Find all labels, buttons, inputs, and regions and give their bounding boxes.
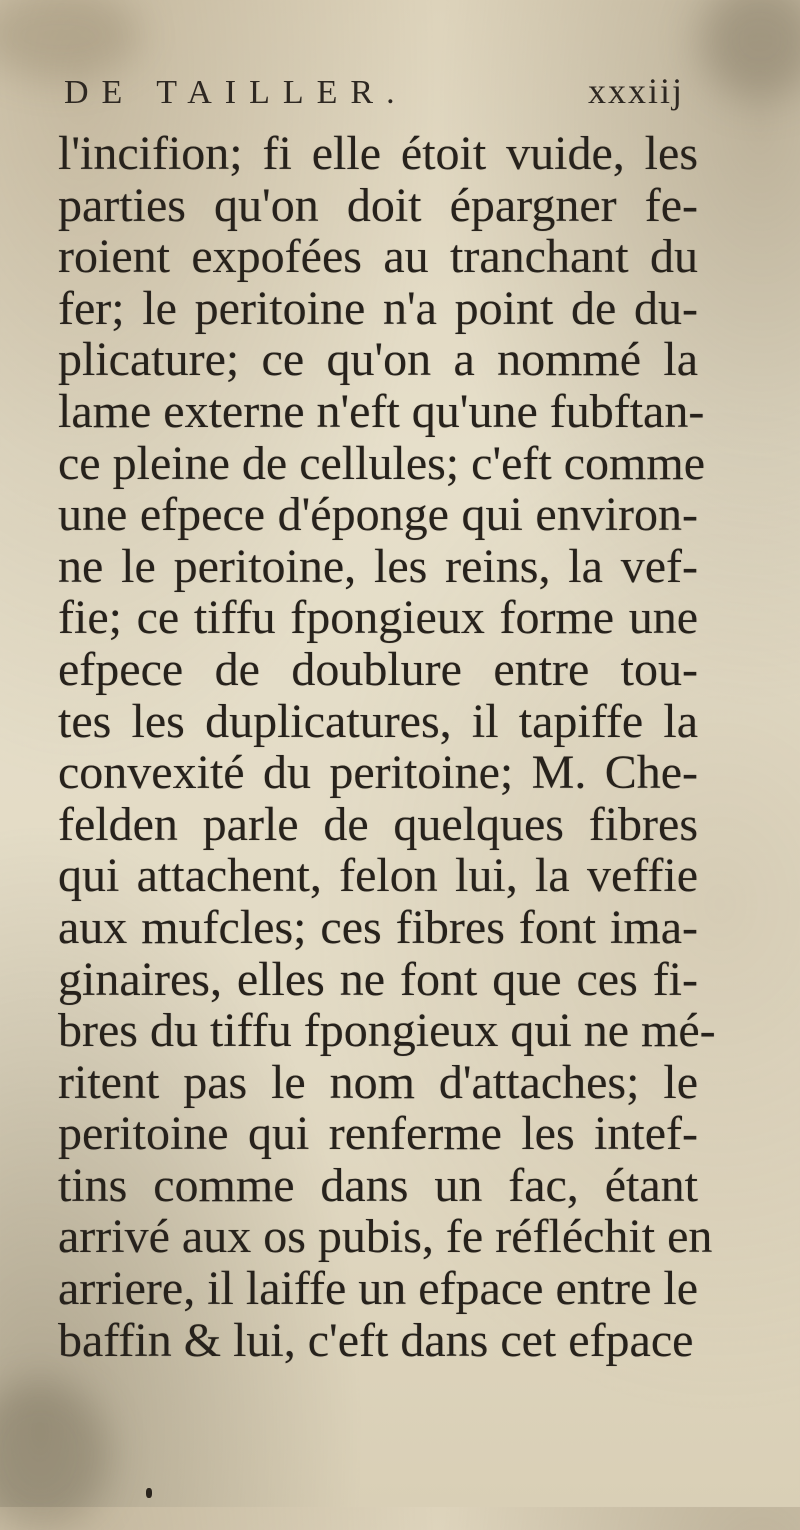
text-line: tes les duplicatures, il tapiffe la — [58, 694, 698, 748]
running-head — [64, 70, 684, 112]
text-line: plicature; ce qu'on a nommé la — [58, 333, 698, 387]
text-line: tins comme dans un fac, étant — [58, 1158, 698, 1212]
text-line: bres du tiffu fpongieux qui ne mé- — [58, 1004, 716, 1058]
text-line: convexité du peritoine; M. Che- — [58, 746, 698, 800]
text-line: l'incifion; fi elle étoit vuide, les — [58, 127, 698, 180]
text-line: fer; le peritoine n'a point de du- — [58, 281, 698, 335]
paper-stain — [700, 0, 800, 100]
text-line: arriere, il laiffe un efpace entre le — [58, 1262, 699, 1316]
text-line: ginaires, elles ne font que ces fi- — [58, 952, 698, 1006]
ink-speck — [146, 1488, 152, 1498]
text-line: felden parle de quelques fibres — [58, 797, 698, 851]
text-line: ritent pas le nom d'attaches; le — [58, 1055, 698, 1109]
text-line: parties qu'on doit épargner fe- — [58, 178, 698, 232]
text-line: peritoine qui renferme les intef- — [58, 1107, 698, 1161]
text-line: aux mufcles; ces fibres font ima- — [58, 900, 698, 954]
paper-stain — [0, 1380, 110, 1530]
text-line: une efpece d'éponge qui environ- — [58, 488, 698, 542]
text-line: qui attachent, felon lui, la veffie — [58, 849, 698, 903]
text-line: ce pleine de cellules; c'eft comme — [58, 436, 705, 490]
text-line: efpece de doublure entre tou- — [58, 642, 698, 696]
body-text — [58, 127, 716, 1367]
text-line: arrivé aux os pubis, fe réfléchit en — [58, 1210, 713, 1264]
text-line: fie; ce tiffu fpongieux forme une — [58, 591, 698, 645]
running-title: DE TAILLER. — [64, 74, 408, 111]
text-line: roient expofées au tranchant du — [58, 230, 698, 284]
page-number: xxxiij — [587, 71, 684, 111]
text-line: ne le peritoine, les reins, la vef- — [58, 539, 698, 593]
text-line: baffin & lui, c'eft dans cet efpace — [58, 1313, 694, 1367]
paper-stain — [0, 0, 140, 80]
text-line: lame externe n'eft qu'une fubftan- — [58, 384, 705, 438]
